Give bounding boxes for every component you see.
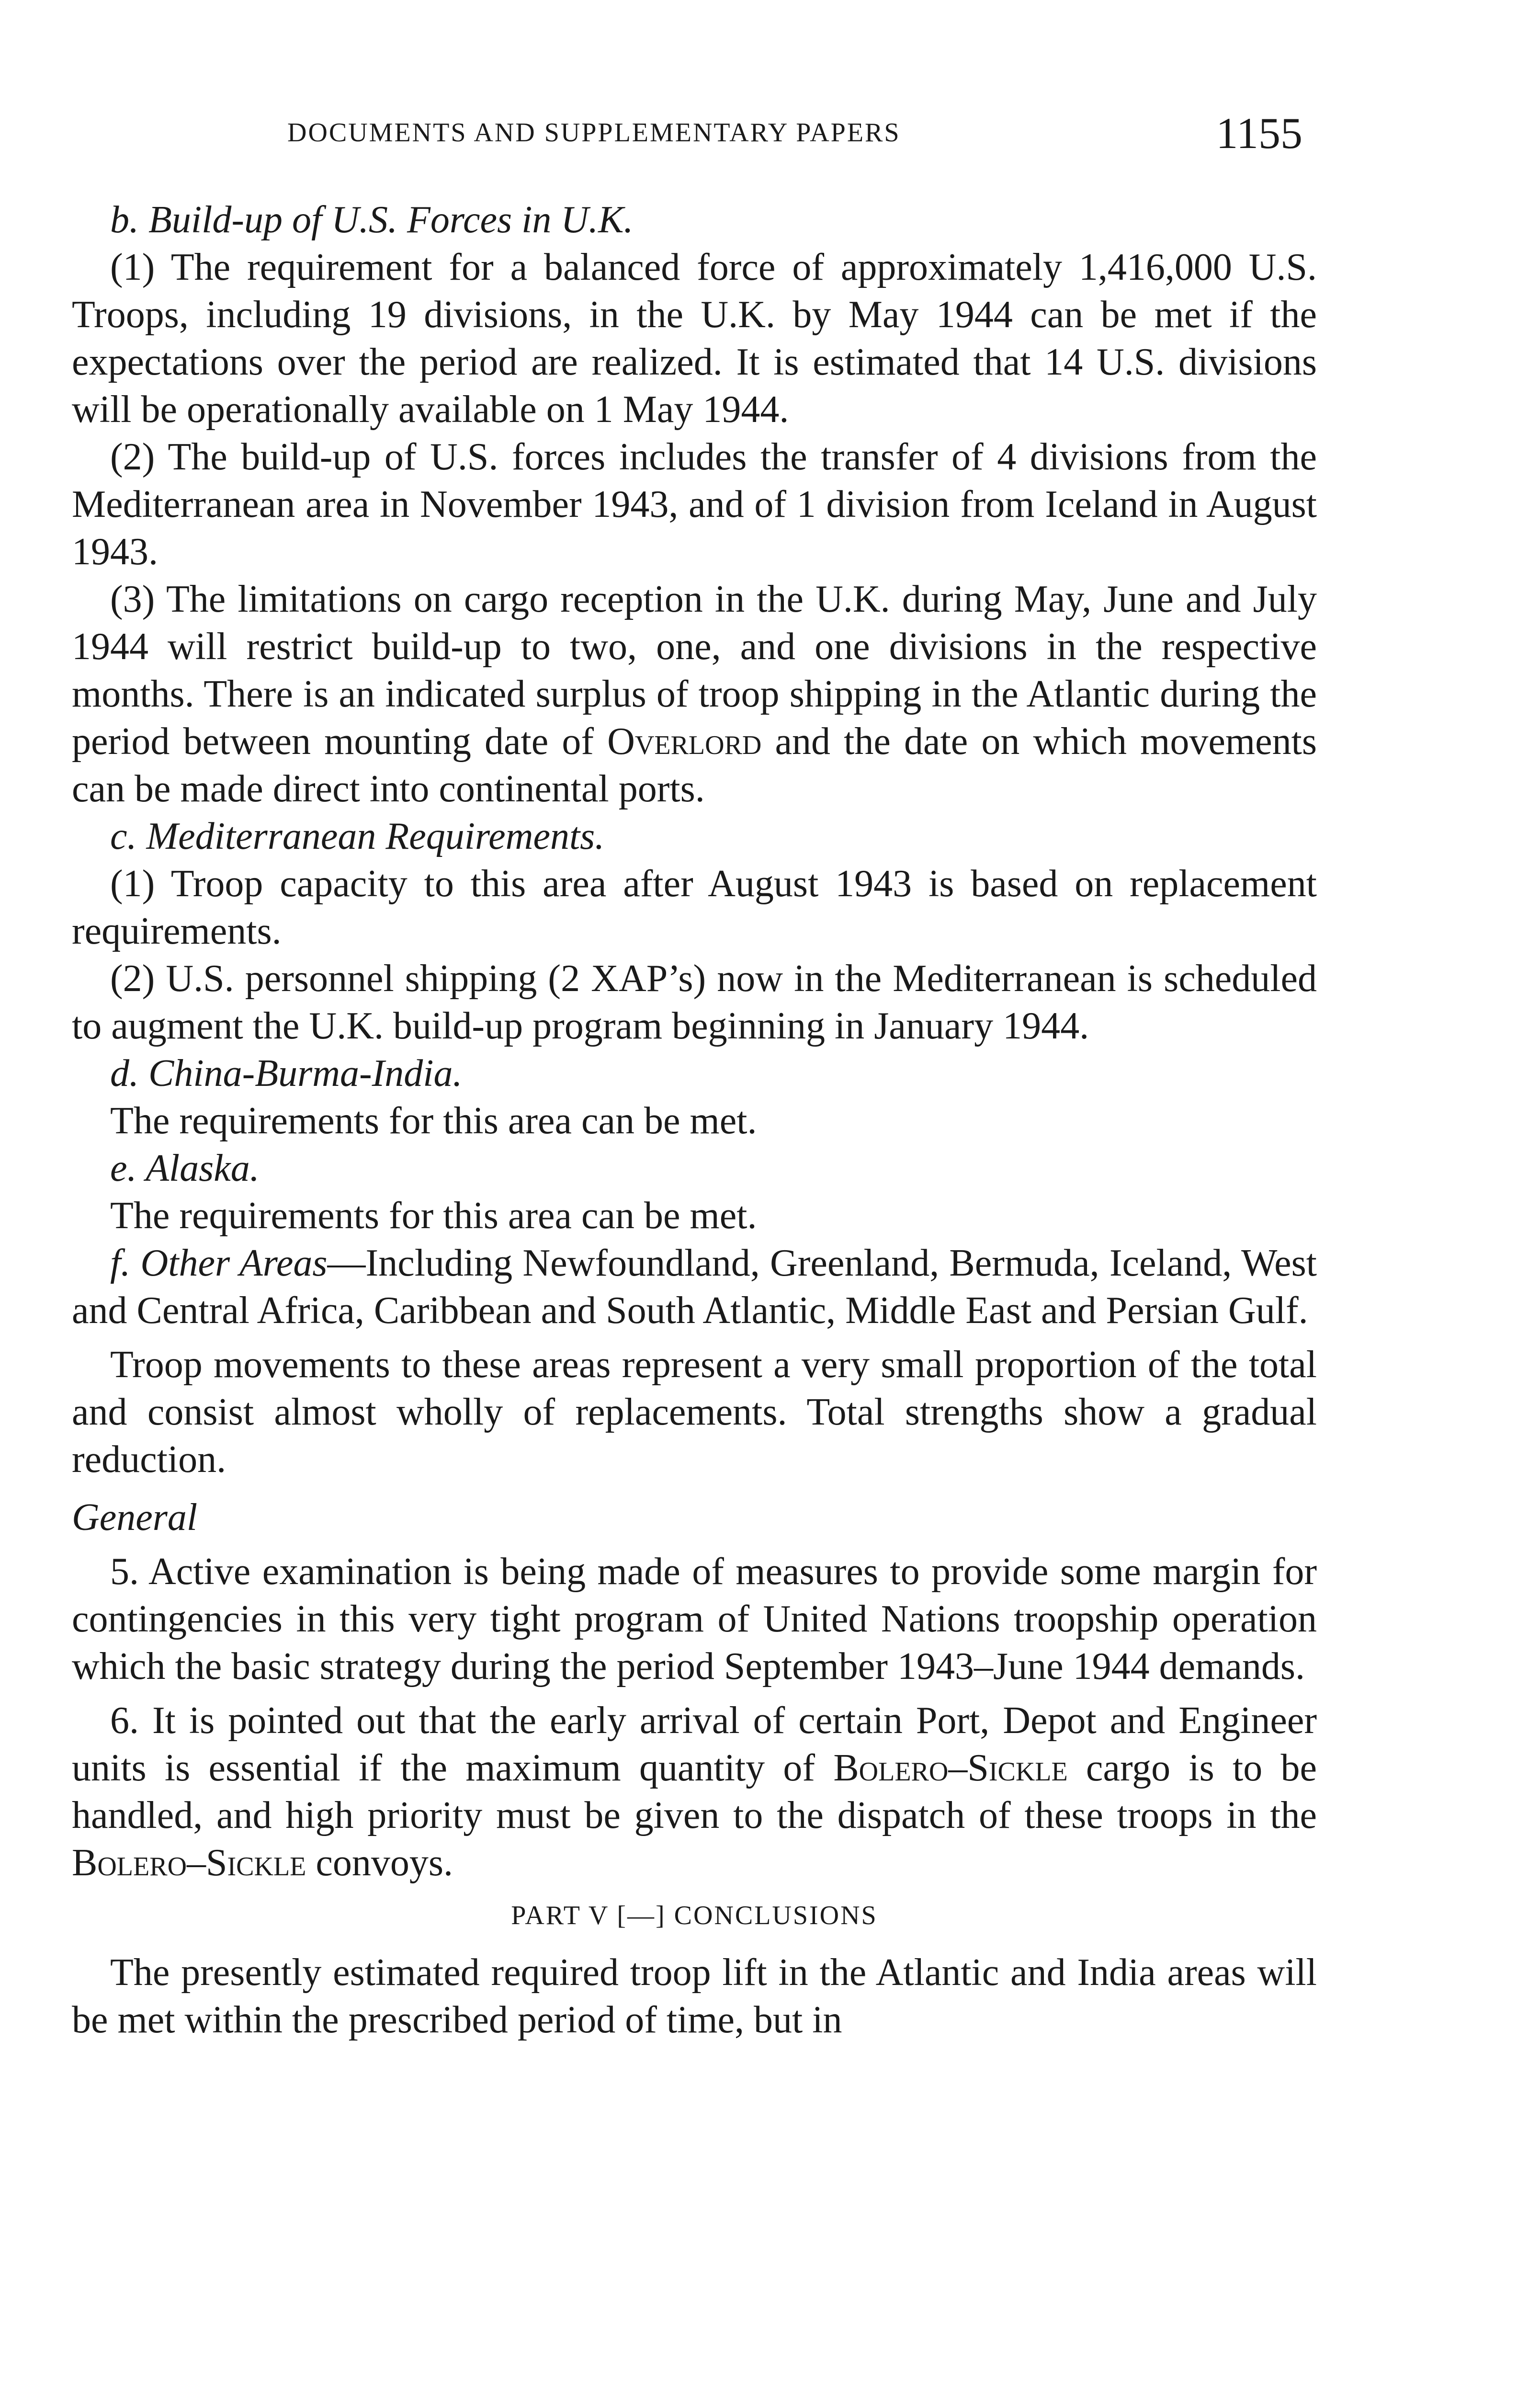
codeword-bolero-sickle-1: Bolero–Sickle [833, 1747, 1068, 1789]
part-v-paragraph-1: The presently estimated required troop lift in the Atlantic and India areas will be met within the prescribed period of time, but in [72, 1951, 1317, 2041]
general-paragraph-6-text-b: cargo is to be handled, and high priority must be given to the dispatch of these troops in the [72, 1747, 1317, 1836]
codeword-bolero-sickle-2: Bolero–Sickle [72, 1842, 306, 1884]
section-e-heading: e. Alaska. [110, 1147, 260, 1189]
general-paragraph-6-text-a: 6. It is pointed out that the early arrival of certain Port, Depot and Engineer units is essential if the maximum quantity of [72, 1699, 1317, 1789]
section-b-paragraph-1: (1) The requirement for a balanced force of approximately 1,416,000 U.S. Troops, including 19 divisions, in the U.K. by May 1944 can be met if the expectations over the period are realized. It is estimated that 14 U.S. divisions will be operationally available on 1 May 1944. [72, 246, 1317, 431]
general-paragraph-6-text-c: convoys. [306, 1842, 453, 1884]
page-number: 1155 [1216, 109, 1302, 158]
running-title: DOCUMENTS AND SUPPLEMENTARY PAPERS [287, 118, 901, 148]
part-v-heading: PART V [—] CONCLUSIONS [511, 1901, 878, 1930]
codeword-overlord: Overlord [607, 720, 762, 763]
general-paragraph-5: 5. Active examination is being made of measures to provide some margin for contingencies in this very tight program of United Nations troopship operation which the basic strategy during the period September 1943–June 1944 demands. [72, 1551, 1317, 1688]
section-c-paragraph-2: (2) U.S. personnel shipping (2 XAP’s) now in the Mediterranean is scheduled to augment the U.K. build-up program beginning in January 1944. [72, 958, 1317, 1047]
section-b-paragraph-3-text-a: (3) The limitations on cargo reception in the U.K. during May, June and July 1944 will restrict build-up to two, one, and one divisions in the respective months. There is an indicated surplus of troop shipping in the Atlantic during the period between mounting date of [72, 578, 1317, 763]
section-b-paragraph-2: (2) The build-up of U.S. forces includes the transfer of 4 divisions from the Mediterranean area in November 1943, and of 1 division from Iceland in August 1943. [72, 436, 1317, 573]
section-f-heading [72, 1240, 1317, 1334]
section-e-paragraph-1: The requirements for this area can be met. [110, 1195, 757, 1237]
section-c-paragraph-1: (1) Troop capacity to this area after August 1943 is based on replacement requirements. [72, 863, 1317, 952]
section-d-paragraph-1: The requirements for this area can be met. [110, 1100, 757, 1142]
section-f-paragraph-1: Troop movements to these areas represent a very small proportion of the total and consist almost wholly of replacements. Total strengths show a gradual reduction. [72, 1344, 1317, 1481]
body-text [72, 196, 1317, 2044]
section-b-paragraph-3-text-b: and the date on which movements can be made direct into continental ports. [72, 720, 1317, 810]
section-f-heading-rest: —Including Newfoundland, Greenland, Bermuda, Iceland, West and Central Africa, Caribbean and South Atlantic, Middle East and Persian Gulf. [72, 1242, 1317, 1332]
section-c-heading: c. Mediterranean Requirements. [110, 815, 605, 857]
section-d-heading: d. China-Burma-India. [110, 1052, 463, 1095]
section-f-heading-italic: f. Other Areas [110, 1242, 328, 1284]
running-header [72, 108, 1317, 165]
general-paragraph-6 [72, 1697, 1317, 1887]
section-b-heading: b. Build-up of U.S. Forces in U.K. [110, 199, 634, 241]
section-b-paragraph-3 [72, 576, 1317, 813]
general-heading: General [72, 1496, 198, 1539]
